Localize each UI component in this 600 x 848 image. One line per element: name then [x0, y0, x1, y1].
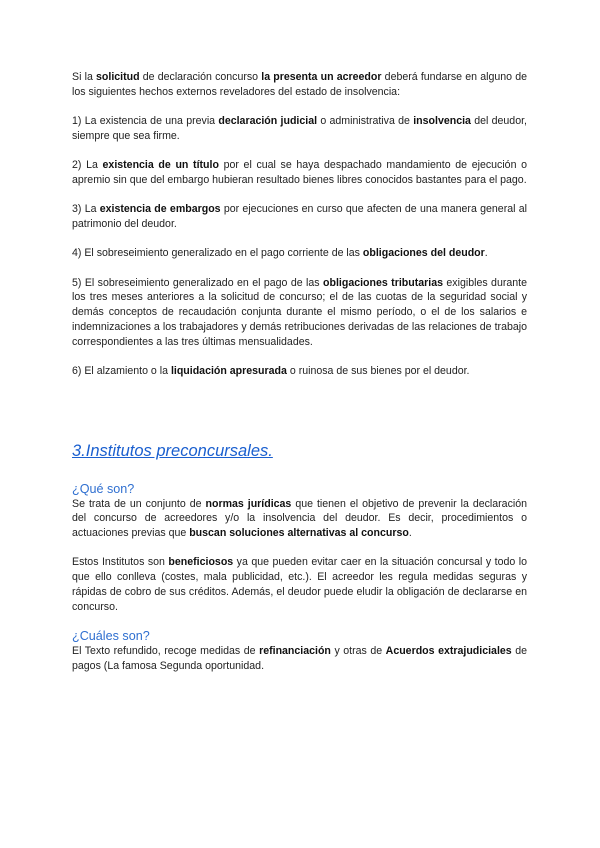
bold-text: liquidación apresurada — [170, 364, 287, 377]
intro-paragraph — [72, 70, 527, 99]
bold-text: obligaciones del deudor — [362, 247, 485, 260]
bold-text: existencia de embargos — [99, 203, 221, 216]
text: o administrativa de — [317, 115, 414, 128]
bold-text: buscan soluciones alternativas al concurso — [189, 527, 409, 540]
list-item-3 — [72, 202, 527, 231]
cuales-son-heading: ¿Cuáles son? — [72, 629, 150, 644]
bold-text: normas jurídicas — [205, 497, 292, 510]
text: 6) El alzamiento o la — [72, 364, 171, 377]
text: 4) El sobreseimiento generalizado en el pago corriente de las — [72, 247, 363, 260]
text: ya que pueden evitar caer en la situación concursal y todo lo que ello conlleva (costes, mala publicidad, etc.). El acreedor les regula medidas seguras y rápidas de cobro de sus créditos. Además, el deudor puede eludir la obligación de declararse en concurso. — [72, 556, 527, 613]
bold-text: refinanciación — [259, 645, 331, 658]
bold-text: beneficiosos — [168, 556, 234, 569]
text: y otras de — [330, 645, 386, 658]
bold-text: declaración judicial — [218, 115, 318, 128]
text: exigibles durante los tres meses anteriores a la solicitud de concurso; el de las cuotas de la seguridad social y demás conceptos de recaudación conjunta durante el mismo período, o el de los salarios e indemnizaciones a los trabajadores y demás retribuciones derivadas de las relaciones de trabajo correspondientes a las tres últimas mensualidades. — [72, 276, 527, 348]
text: o ruinosa de sus bienes por el deudor. — [286, 364, 470, 377]
list-item-6 — [72, 364, 527, 379]
text: 5) El sobreseimiento generalizado en el pago de las — [72, 276, 324, 289]
text: . — [484, 247, 488, 260]
list-item-2 — [72, 158, 527, 187]
bold-text: la presenta un acreedor — [261, 71, 382, 83]
text: de declaración concurso — [139, 71, 262, 83]
cuales-son-paragraph — [72, 644, 527, 673]
que-son-paragraph-1 — [72, 497, 527, 541]
bold-text: solicitud — [96, 71, 140, 83]
bold-text: existencia de un título — [102, 159, 219, 172]
text: del deudor, siempre que sea firme. — [72, 115, 527, 142]
text: que tienen el objetivo de prevenir la declaración del concurso de acreedores y/o la insolvencia del deudor. Es decir, procedimientos o actuaciones previas que — [72, 497, 528, 540]
bold-text: insolvencia — [413, 115, 471, 128]
bold-text: obligaciones tributarias — [323, 276, 443, 289]
list-item-1 — [72, 114, 527, 143]
section-title: 3.Institutos preconcursales. — [72, 441, 273, 460]
text: de pagos (La famosa Segunda oportunidad. — [72, 645, 528, 672]
text: . — [408, 527, 412, 540]
text: El Texto refundido, recoge medidas de — [72, 645, 260, 658]
page-content — [72, 70, 527, 674]
text: 3) La — [72, 203, 100, 216]
text: Se trata de un conjunto de — [72, 497, 206, 510]
que-son-heading: ¿Qué son? — [72, 481, 135, 496]
text: Si la — [72, 71, 97, 83]
bold-text: Acuerdos extrajudiciales — [385, 645, 512, 658]
text: 2) La — [72, 159, 103, 172]
list-item-4 — [72, 246, 527, 261]
text: por el cual se haya despachado mandamiento de ejecución o apremio sin que del embargo hubieran resultado bienes libres conocidos bastantes para el pago. — [72, 159, 528, 186]
que-son-paragraph-2 — [72, 555, 527, 614]
text: deberá fundarse en alguno de los siguientes hechos externos reveladores del estado de insolvencia: — [72, 71, 527, 98]
list-item-5 — [72, 276, 527, 350]
text: Estos Institutos son — [72, 556, 169, 569]
text: 1) La existencia de una previa — [72, 115, 219, 128]
text: por ejecuciones en curso que afecten de una manera general al patrimonio del deudor. — [72, 203, 527, 230]
